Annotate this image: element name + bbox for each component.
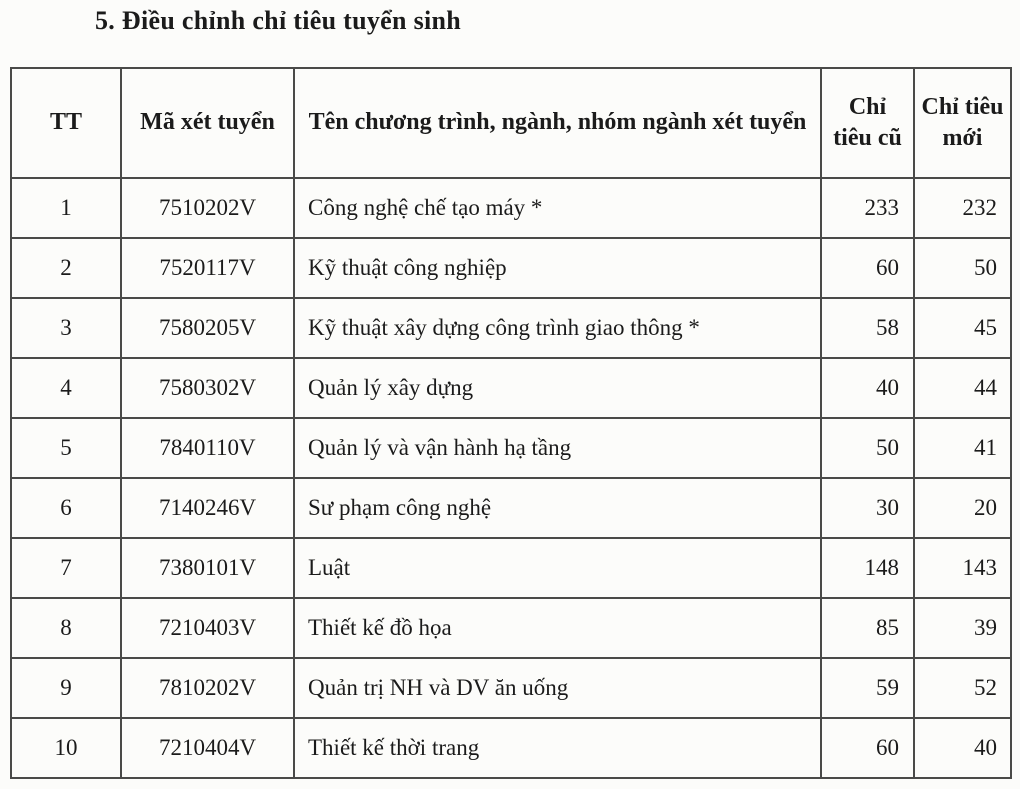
table-row [11, 298, 1011, 358]
cell-name: Sư phạm công nghệ [294, 478, 821, 538]
cell-name: Kỹ thuật công nghiệp [294, 238, 821, 298]
cell-old: 40 [821, 358, 914, 418]
cell-tt: 7 [11, 538, 121, 598]
section-title: 5. Điều chỉnh chỉ tiêu tuyển sinh [95, 6, 462, 35]
cell-code: 7580205V [121, 298, 294, 358]
cell-name: Quản trị NH và DV ăn uống [294, 658, 821, 718]
table-header [11, 68, 1011, 178]
table-row [11, 178, 1011, 238]
cell-code: 7840110V [121, 418, 294, 478]
cell-name: Quản lý xây dựng [294, 358, 821, 418]
cell-name: Quản lý và vận hành hạ tầng [294, 418, 821, 478]
cell-tt: 3 [11, 298, 121, 358]
cell-tt: 6 [11, 478, 121, 538]
cell-tt: 2 [11, 238, 121, 298]
cell-name: Luật [294, 538, 821, 598]
cell-old: 148 [821, 538, 914, 598]
cell-name: Thiết kế đồ họa [294, 598, 821, 658]
cell-tt: 10 [11, 718, 121, 778]
table-row [11, 538, 1011, 598]
cell-new: 39 [914, 598, 1011, 658]
cell-new: 143 [914, 538, 1011, 598]
cell-code: 7140246V [121, 478, 294, 538]
cell-new: 52 [914, 658, 1011, 718]
cell-tt: 5 [11, 418, 121, 478]
cell-new: 50 [914, 238, 1011, 298]
cell-old: 59 [821, 658, 914, 718]
cell-new: 232 [914, 178, 1011, 238]
cell-old: 30 [821, 478, 914, 538]
column-header-code: Mã xét tuyển [121, 68, 294, 178]
cell-name: Thiết kế thời trang [294, 718, 821, 778]
table-row [11, 418, 1011, 478]
cell-new: 40 [914, 718, 1011, 778]
cell-code: 7580302V [121, 358, 294, 418]
table-row [11, 718, 1011, 778]
cell-code: 7210404V [121, 718, 294, 778]
table-body [11, 178, 1011, 778]
cell-new: 45 [914, 298, 1011, 358]
cell-code: 7510202V [121, 178, 294, 238]
cell-code: 7210403V [121, 598, 294, 658]
cell-old: 85 [821, 598, 914, 658]
cell-old: 60 [821, 238, 914, 298]
table-row [11, 598, 1011, 658]
cell-new: 20 [914, 478, 1011, 538]
column-header-tt: TT [11, 68, 121, 178]
cell-tt: 8 [11, 598, 121, 658]
column-header-new: Chỉ tiêu mới [914, 68, 1011, 178]
cell-name: Công nghệ chế tạo máy * [294, 178, 821, 238]
enrollment-quota-table [10, 67, 1012, 779]
cell-tt: 4 [11, 358, 121, 418]
cell-new: 44 [914, 358, 1011, 418]
cell-code: 7520117V [121, 238, 294, 298]
cell-old: 233 [821, 178, 914, 238]
cell-tt: 9 [11, 658, 121, 718]
cell-name: Kỹ thuật xây dựng công trình giao thông * [294, 298, 821, 358]
table-row [11, 658, 1011, 718]
cell-tt: 1 [11, 178, 121, 238]
table-row [11, 478, 1011, 538]
column-header-old: Chỉ tiêu cũ [821, 68, 914, 178]
cell-code: 7810202V [121, 658, 294, 718]
table-row [11, 238, 1011, 298]
column-header-name: Tên chương trình, ngành, nhóm ngành xét tuyển [294, 68, 821, 178]
cell-new: 41 [914, 418, 1011, 478]
table-row [11, 358, 1011, 418]
cell-old: 50 [821, 418, 914, 478]
cell-old: 60 [821, 718, 914, 778]
table-header-row [11, 68, 1011, 178]
cell-old: 58 [821, 298, 914, 358]
cell-code: 7380101V [121, 538, 294, 598]
